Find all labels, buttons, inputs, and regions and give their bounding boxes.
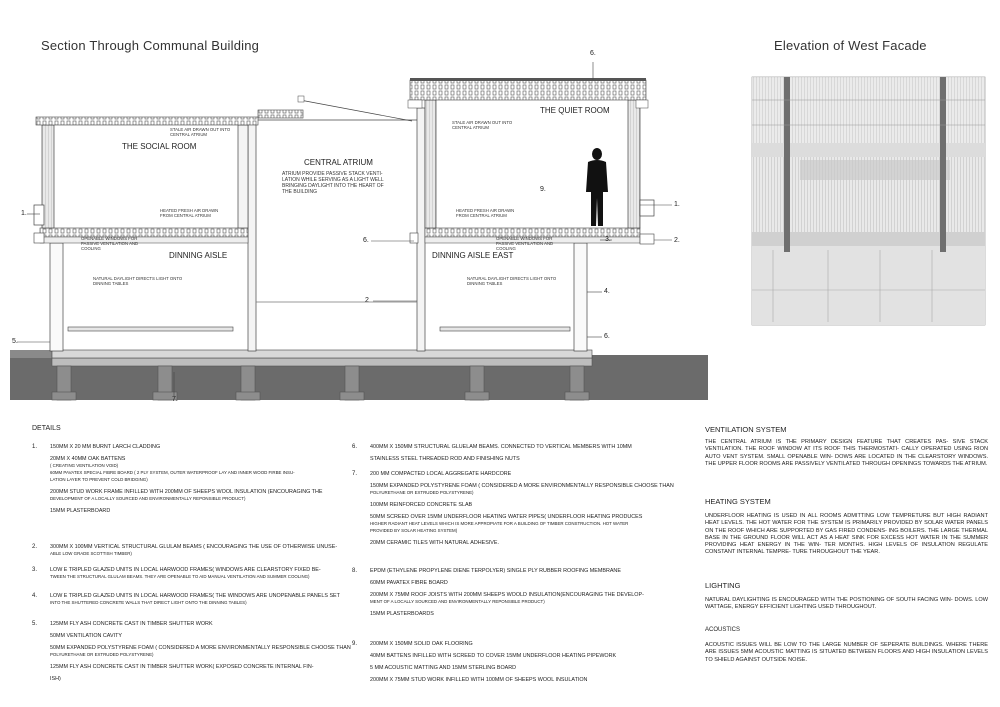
detail-line: 60MM PAVATEX SPECIAL FIBRE BOARD ( 2 PLY SYSTEM, OUTER WATERPROOF LAY AND INNER WOOD FIRBE INSU- [50,470,295,475]
detail-line: 150MM X 20 MM BURNT LARCH CLADDING [50,444,161,450]
detail-line: 20MM CERAMIC TILES WITH NATURAL ADHESIVE. [370,540,499,546]
detail-line: 40MM BATTENS INFILLED WITH SCREED TO COVER 15MM UNDERFLOOR HEATING PIPEWORK [370,653,617,659]
detail-line: 150MM EXPANDED POLYSTYRENE FOAM ( CONSIDERED A MORE ENVIRONMENTALLY RESPONSIBLE CHOOSE THAN [370,483,674,489]
callout-2-atrium: 2 [365,297,369,304]
details-heading: DETAILS [32,425,61,432]
room-label-dining: DINNING AISLE [169,251,228,260]
detail-number: 4. [32,593,38,599]
room-label-dining-east: DINNING AISLE EAST [432,251,514,260]
detail-line: 200MM X 150MM SOLID OAK FLOORING [370,641,473,647]
detail-line: 125MM FLY ASH CONCRETE CAST IN TIMBER SHUTTER WORK( EXPOSED CONCRETE INTERNAL FIN- [50,664,314,670]
detail-line: 50MM SCREED OVER 15MM UNDERFLOOR HEATING WATER PIPES( UNDERFLOOR HEATING PRODUCES [370,514,643,520]
acoustics-text: ACOUSTIC ISSUES WILL BE LOW TO THE LARGE NUMBER OF SEPERATE BUILDINGS. WHERE THERE ARE ISSUES 5MM ACOUSTIC MATTING IS SITUATED BETWEEN FLOORS AND HIGH INSULATION LEVELS TO SHIELD AGAINST OUTSIDE NOISE. [705,642,988,663]
detail-line: 20MM X 40MM OAK BATTENS [50,456,126,462]
human-figure [586,148,608,226]
callout-6-mid: 6. [363,237,369,244]
note-openable-left: OPENABLE WINDOWS FOR PASSIVE VENTILATION AND COOLING [81,236,139,251]
detail-number: 5. [32,621,38,627]
detail-line: EPDM (ETHYLENE PROPYLENE DIENE TERPOLYER) SINGLE PLY RUBBER ROOFING MEMBRANE [370,568,621,574]
detail-line: 15MM PLASTERBOARD [50,508,111,514]
detail-line: 50MM EXPANDED POLYSTYRENE FOAM ( CONSIDERED A MORE ENVIRONMENTALLY RESPONSIBLE CHOOSE THAN [50,645,351,651]
callout-7: 7. [172,396,178,403]
roof-atrium [258,110,303,118]
detail-line: 5 MM ACOUSTIC MATTING AND 15MM STERLING BOARD [370,665,517,671]
detail-line: LOW E TRIPLED GLAZED UNITS IN LOCAL HARWOOD FRAMES( THE WINDOWS ARE UNOPENABLE PANELS SET [50,593,340,599]
roof-window-line [300,100,412,121]
note-openable-right: OPENABLE WINDOWS FOR PASSIVE VENTILATION AND COOLING [496,236,554,251]
detail-line: 125MM FLY ASH CONCRETE CAST IN TIMBER SHUTTER WORK [50,621,213,627]
detail-number: 6. [352,444,358,450]
detail-line: TWEEN THE STRUCTURAL GLULAM BEAMS. THEY ARE OPENABLE TO AID MANUAL VENTILATION AND SUMMER COOLING) [50,574,310,579]
detail-line: ( CREATING VENTILATION VOID) [50,463,119,468]
elevation-title: Elevation of West Facade [774,38,927,53]
detail-line: 15MM PLASTERBOARDS [370,611,434,617]
detail-line: 200MM X 75MM STUD WORK INFILLED WITH 100MM OF SHEEPS WOOL INSULATION [370,677,588,683]
detail-line: STAINLESS STEEL THREADED ROD AND FINISHING NUTS [370,456,520,462]
callout-2-right: 2. [674,237,680,244]
callout-3: 3. [605,236,611,243]
detail-line: 200MM X 75MM ROOF JOISTS WITH 200MM SHEEPS WOOLD INSULATION(ENCOURAGING THE DEVELOP- [370,592,644,598]
callout-9: 9. [540,186,546,193]
detail-line: POLYURETHANE OR EXTRUDED POLYSTYRENE) [370,490,474,495]
note-heated-left: HEATED FRESH AIR DRAWN FROM CENTRAL ATRIUM [160,208,219,218]
room-label-quiet: THE QUIET ROOM [540,106,610,115]
detail-number: 2. [32,544,38,550]
ventilation-heading: VENTILATION SYSTEM [705,425,787,434]
detail-line: HIGHER RADIANT HEAT LEVELS WHICH IS MORE APPROPIATE FOR A BUILDING OF TIMBER CONSTRUCTION. HOT WATER [370,521,629,526]
ventilation-text: THE CENTRAL ATRIUM IS THE PRIMARY DESIGN FEATURE THAT CREATES PAS- SIVE STACK VENTILATION. THE ROOF WINDOW AT ITS ROOF THIS THERMOSTATI- CALLY OPERATED USING RION AUTO VENT SYSTEM. SMALL OPENABLE WIN- DOWS ARE LOCATED IN THE CLEARSTORY WINDOWS. THE UPPER FLOOR ROOMS ARE PASSIVELY VENTILATED THROUGH OPENINGS TOWARDS THE ATRIUM. [705,439,988,467]
details-right-column [352,444,698,704]
roof-quiet-room [410,80,646,100]
detail-line: LATION LAYER TO PREVENT COLD BRIDGING) [50,477,148,482]
detail-line: DEVELOPMENT OF A LOCALLY SOURCED AND ENVIRONMENTALLY REPONSIBLE PRODUCT) [50,496,246,501]
note-stale-left: STALE AIR DRAWN OUT INTO CENTRAL ATRIUM [170,127,231,137]
detail-line: POLYURETHANE OR EXTRUDED POLYSTYRENE) [50,652,154,657]
central-atrium-frame [248,108,425,351]
note-atrium: ATRIUM PROVIDE PASSIVE STACK VENTI- LATION WHILE SERVING AS A LIGHT WELL BRINGING DAYLIGHT INTO THE HEART OF THE BUILDING [282,171,384,195]
detail-number: 1. [32,444,38,450]
detail-line: ISH) [50,676,61,682]
callout-5: 5. [12,338,18,345]
detail-line: ABLE LOW GRADE SCOTTISH TIMBER) [50,551,132,556]
elevation-drawing [752,77,985,325]
heating-heading: HEATING SYSTEM [705,497,771,506]
note-heated-right: HEATED FRESH AIR DRAWN FROM CENTRAL ATRIUM [456,208,515,218]
detail-line: 200MM STUD WORK FRAME INFILLED WITH 200MM OF SHEEPS WOOL INSULATION (ENCOURAGING THE [50,489,323,495]
room-label-social: THE SOCIAL ROOM [122,142,197,151]
details-left-column [32,444,362,704]
heating-text: UNDERFLOOR HEATING IS USED IN ALL ROOMS ADMITTING LOW TEMPRETURE BUT HIGH RADIANT HEAT LEVELS. THE HOT WATER FOR THE SYSTEM IS PRIMARILY PROVIDED BY SOLAR WATER PANELS ON THE ROOF WHICH ARE SUPPORTED BY GAS FIRED CONDENS- ING BOILERS. THE LARGE THERMAL BASE IN THE GROUND FLOOR WILL ACT AS A HEAT SINK FOR EXCESS HOT WATER IN THE SUMMER PROVIDING HEAT ENERGY IN THE WIN- TER MONTHS. HIGH LEVELS OF INSULATION REGULATE CONSTANT INTERNAL TEMPRE- TURE THROUGHOUT THE YEAR. [705,513,988,556]
section-title: Section Through Communal Building [41,38,260,53]
acoustics-heading: ACOUSTICS [705,627,741,633]
detail-line: MENT OF A LOCALLY SOURCED AND ENVIRONMENTALLY REPONSIBLE PRODUCT) [370,599,545,604]
room-label-central: CENTRAL ATRIUM [304,158,373,167]
callout-1-right: 1. [674,201,680,208]
dining-benches [68,327,570,331]
detail-line: 100MM REINFORCED CONCRETE SLAB [370,502,473,508]
detail-line: PROVIDED BY SOLAR HEATING SYSTEM) [370,528,458,533]
detail-line: 400MM X 150MM STRUCTURAL GLUELAM BEAMS. CONNECTED TO VERTICAL MEMBERS WITH 10MM [370,444,632,450]
detail-number: 7. [352,471,358,477]
lighting-heading: LIGHTING [705,581,741,590]
detail-line: INTO THE SHUTTERED CONCRETE WALLS THAT DIRECT LIGHT ONTO THE DINNING TABLES) [50,600,247,605]
detail-line: LOW E TRIPLED GLAZED UNITS IN LOCAL HARWOOD FRAMES( WINDOWS ARE CLEARSTORY FIXED BE- [50,567,321,573]
lighting-text: NATURAL DAYLIGHTING IS ENCOURAGED WITH THE POSTIONING OF SOUTH FACING WIN- DOWS. LOW WATTAGE, ENERGY EFFICIENT LIGHTING USED THROUGHOUT. [705,597,988,611]
detail-line: 50MM VENTILATION CAVITY [50,633,122,639]
ground-slab [52,350,592,358]
detail-line: 300MM X 100MM VERTICAL STRUCTURAL GLULAM BEAMS ( ENCOURAGING THE USE OF OTHERWISE UNUSE- [50,544,338,550]
roof-left [36,117,258,125]
detail-line: 60MM PAVATEX FIBRE BOARD [370,580,448,586]
callout-6-bottom: 6. [604,333,610,340]
first-floor-left [40,228,248,237]
detail-number: 3. [32,567,38,573]
callout-4: 4. [604,288,610,295]
note-stale-right: STALE AIR DRAWN OUT INTO CENTRAL ATRIUM [452,120,513,130]
detail-number: 9. [352,641,358,647]
callout-1-left: 1. [21,210,27,217]
detail-line: 200 MM COMPACTED LOCAL AGGREGATE HARDCORE [370,471,512,477]
note-daylight-right: NATURAL DAYLIGHT DIRECTS LIGHT ONTO DINNING TABLES [467,276,557,286]
callout-6-top: 6. [590,50,596,57]
note-daylight-left: NATURAL DAYLIGHT DIRECTS LIGHT ONTO DINNING TABLES [93,276,183,286]
detail-number: 8. [352,568,358,574]
